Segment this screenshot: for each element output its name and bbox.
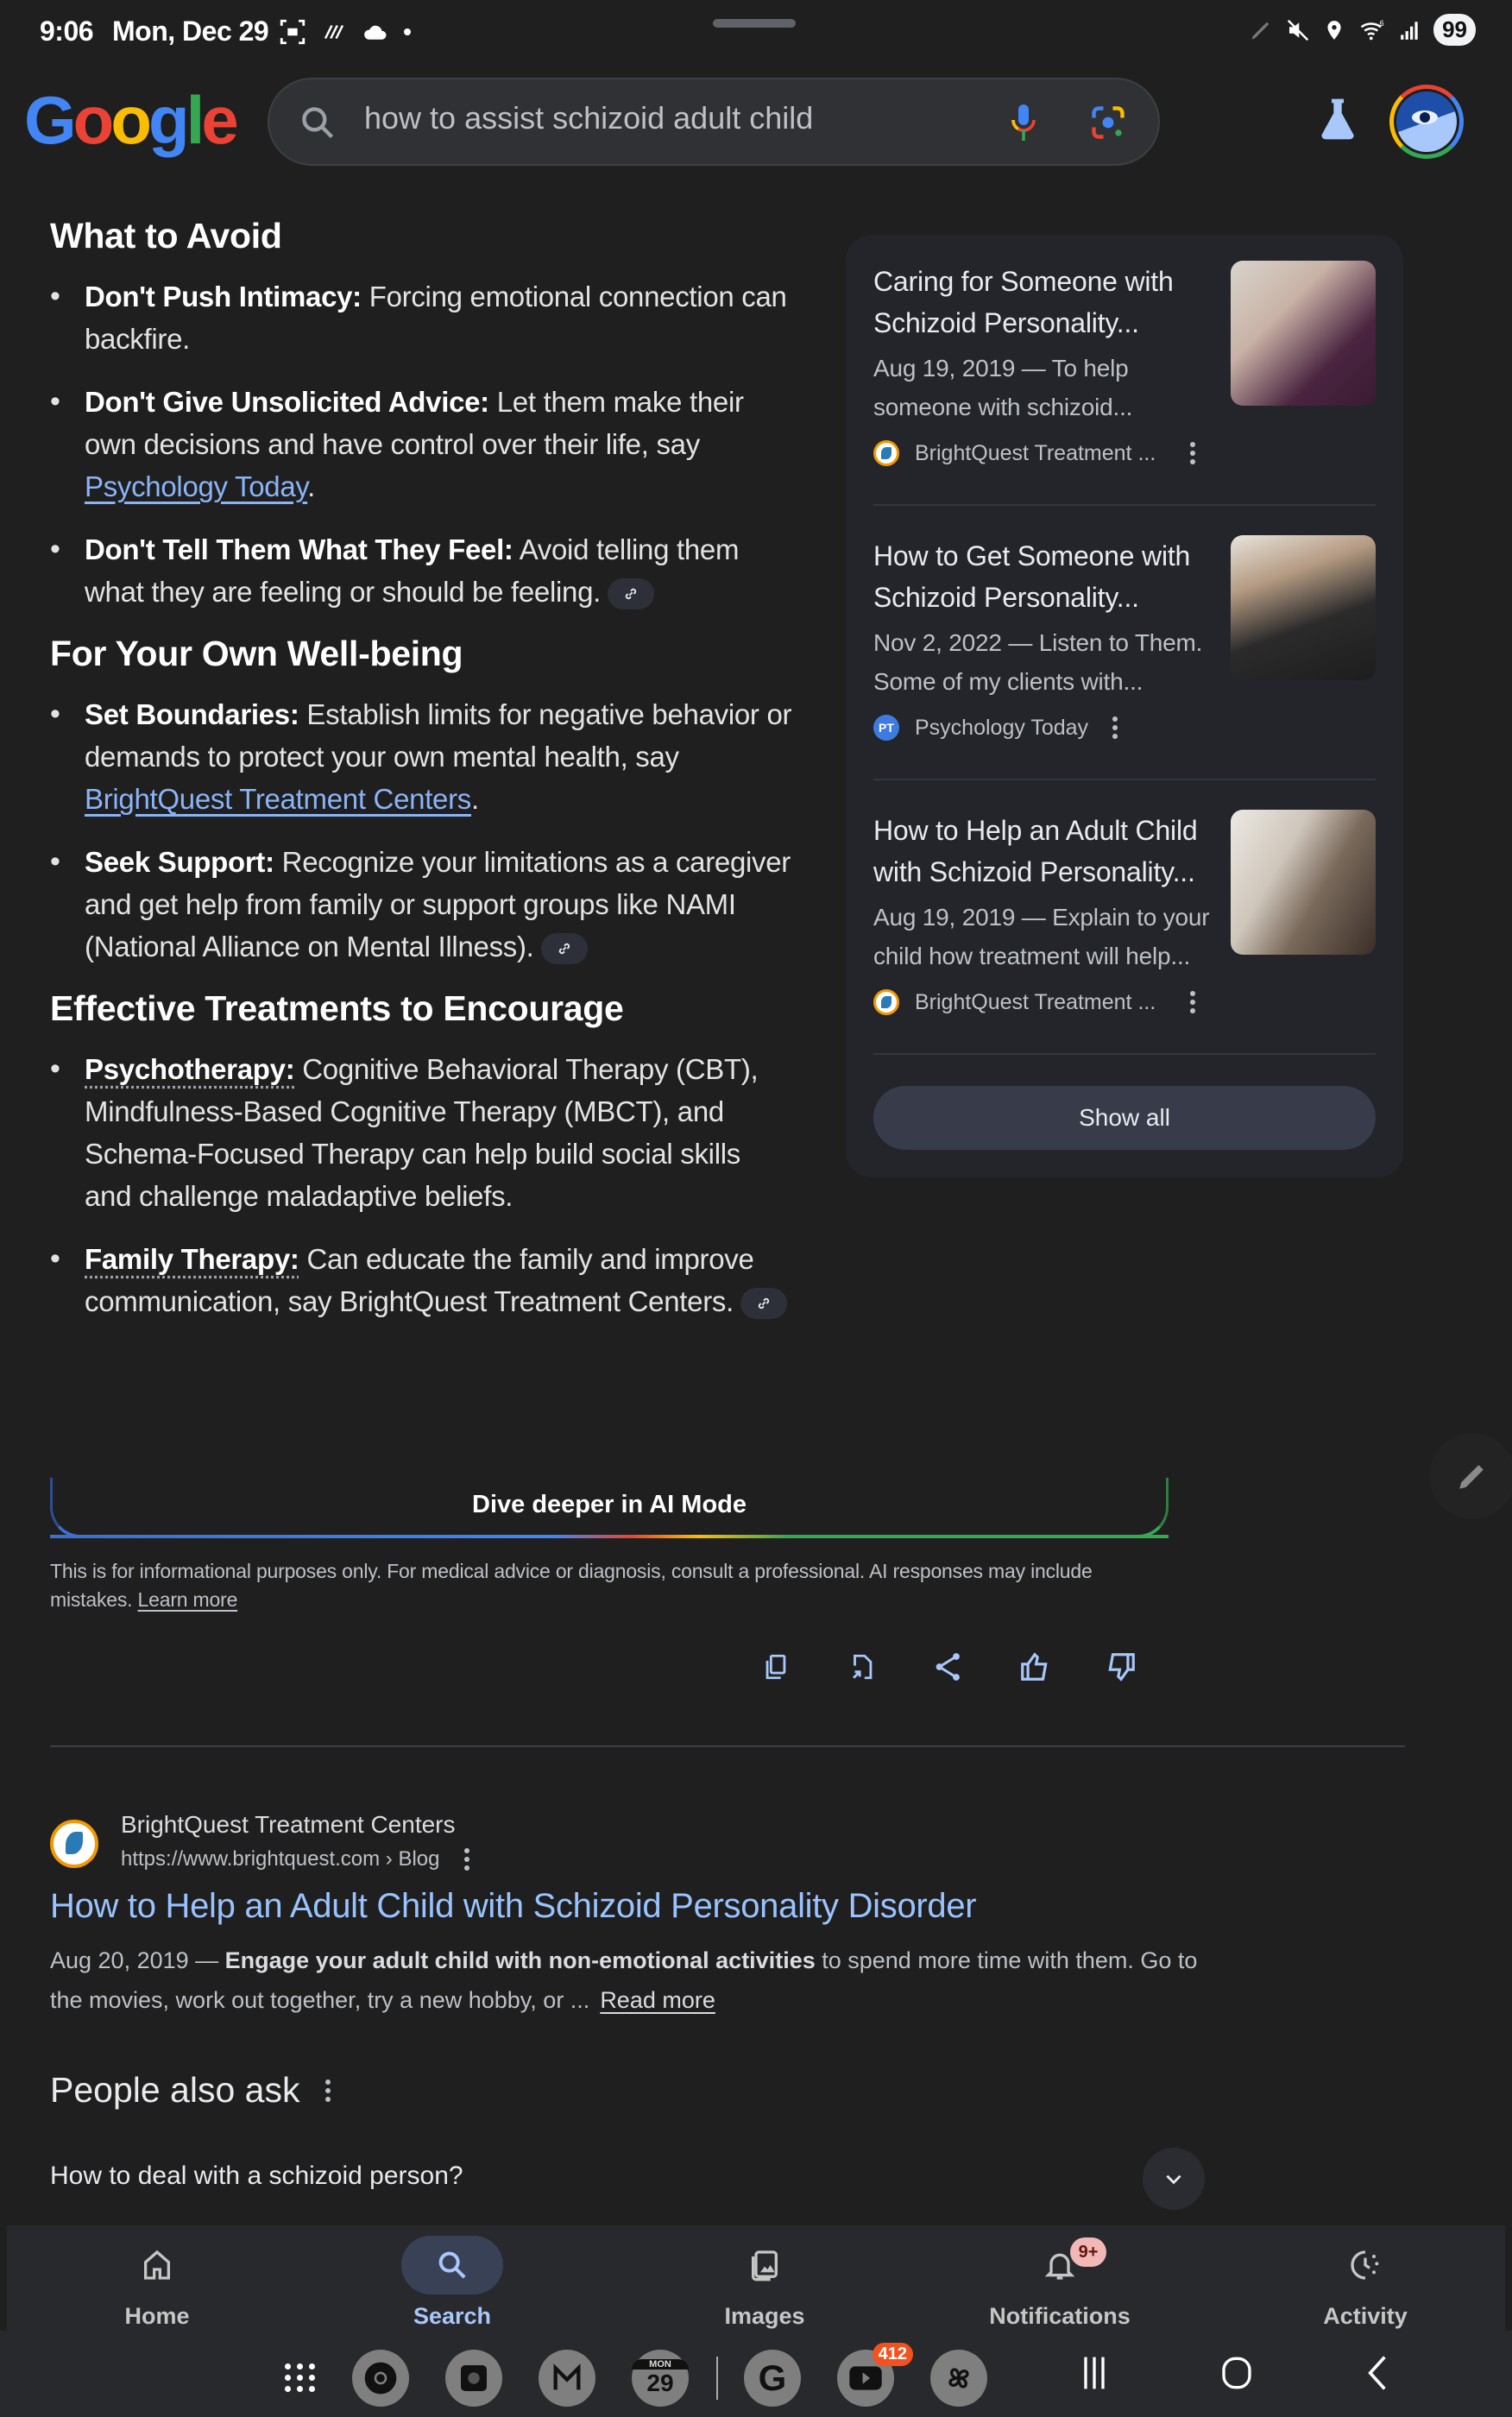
source-card[interactable] (873, 810, 1376, 1015)
divider (873, 779, 1376, 780)
paa-title-text: People also ask (50, 2070, 300, 2110)
item-label: Don't Give Unsolicited Advice: (85, 386, 489, 418)
share-icon[interactable] (930, 1649, 967, 1685)
nav-images[interactable] (670, 2225, 860, 2331)
result-url (121, 1847, 469, 1871)
source-link-chip[interactable] (608, 578, 654, 609)
list-item (50, 1048, 792, 1217)
bullet-list (50, 693, 792, 968)
edit-fab-button[interactable] (1429, 1433, 1512, 1519)
punctuation: . (471, 783, 479, 815)
wifi-icon (1358, 17, 1387, 43)
mic-icon[interactable] (1008, 102, 1039, 143)
nav-label: Notifications (989, 2303, 1131, 2329)
pinwheel-app-icon[interactable] (930, 2350, 987, 2407)
feedback-toolbar (758, 1649, 1139, 1685)
status-bar (0, 0, 1512, 62)
list-item (50, 275, 792, 360)
more-options-icon[interactable] (1112, 716, 1118, 739)
item-text: Establish limits for negative behavior or demands to protect your own mental health, say (85, 698, 792, 773)
term-definition-link[interactable]: Psychotherapy: (85, 1053, 295, 1085)
snippet-text: to spend more time with them. Go to the movies, work out together, try a new hobby, or ... (50, 1947, 1198, 2013)
source-title[interactable]: How to Help an Adult Child with Schizoid Personality... (873, 815, 1198, 887)
dock-separator (716, 2357, 718, 2400)
link-icon (622, 585, 639, 603)
bullet-list (50, 275, 792, 613)
result-site-name[interactable]: BrightQuest Treatment Centers (121, 1811, 456, 1838)
more-options-icon[interactable] (1190, 442, 1195, 464)
item-text: Let them make their own decisions and have control over their life, say (85, 386, 744, 460)
psychology-today-favicon: PT (873, 715, 899, 741)
source-card[interactable] (873, 535, 1376, 741)
logo-letter: o (72, 82, 111, 158)
section-heading: What to Avoid (50, 216, 282, 256)
item-text: Cognitive Behavioral Therapy (CBT), Mindfulness-Based Cognitive Therapy (MBCT), and Schema-Focused Therapy can help build social skills and challenge maladaptive beliefs. (85, 1053, 759, 1212)
more-options-icon[interactable] (1190, 991, 1195, 1013)
source-thumbnail (1231, 261, 1376, 406)
source-site: BrightQuest Treatment ... (915, 440, 1156, 465)
images-icon (747, 2248, 782, 2282)
logo-letter: G (24, 82, 73, 158)
result-date: Aug 20, 2019 — (50, 1947, 225, 1973)
result-title-link[interactable]: How to Help an Adult Child with Schizoid Personality Disorder (50, 1887, 977, 1925)
cloud-icon (361, 19, 390, 45)
disclaimer-text: This is for informational purposes only. For medical advice or diagnosis, consult a professional. AI responses may include mistakes. (50, 1560, 1093, 1611)
psychology-today-link[interactable]: Psychology Today (85, 470, 308, 502)
search-icon (299, 104, 337, 142)
more-options-icon[interactable] (464, 1848, 469, 1871)
gmail-app-icon[interactable] (539, 2350, 595, 2407)
item-label: Set Boundaries: (85, 698, 299, 730)
expand-question-button[interactable] (1143, 2148, 1205, 2210)
nav-notifications[interactable] (965, 2225, 1155, 2331)
item-label: Don't Push Intimacy: (85, 281, 362, 312)
search-input[interactable] (364, 100, 882, 136)
export-doc-icon[interactable] (844, 1649, 880, 1685)
source-site: BrightQuest Treatment ... (915, 989, 1156, 1014)
read-more-link[interactable]: Read more (600, 1987, 715, 2013)
dot-icon (404, 28, 411, 35)
divider (873, 1053, 1376, 1055)
brightquest-favicon (50, 1820, 98, 1868)
list-item (50, 381, 792, 508)
source-snippet: Nov 2, 2022 — Listen to Them. Some of my clients with... (873, 629, 1203, 695)
list-item (50, 528, 792, 613)
logo-letter: g (148, 82, 186, 158)
nav-label: Home (124, 2303, 190, 2329)
source-title[interactable]: Caring for Someone with Schizoid Personality... (873, 266, 1174, 338)
ai-overview (50, 216, 792, 1343)
source-title[interactable]: How to Get Someone with Schizoid Personality... (873, 540, 1191, 613)
sources-panel (846, 235, 1403, 1177)
search-icon (435, 2248, 469, 2282)
status-time: 9:06 (40, 16, 94, 47)
nav-search[interactable] (357, 2225, 547, 2331)
status-date: Mon, Dec 29 (112, 16, 269, 47)
result-snippet (50, 1941, 1224, 2020)
copy-icon[interactable] (758, 1649, 794, 1685)
ai-disclaimer (50, 1557, 1163, 1614)
nav-label: Activity (1323, 2303, 1408, 2329)
dive-deeper-ai-mode-button[interactable]: Dive deeper in AI Mode (50, 1474, 1169, 1538)
source-meta (873, 989, 1376, 1015)
section-heading: Effective Treatments to Encourage (50, 988, 624, 1028)
source-meta (873, 715, 1376, 741)
recent-apps-button[interactable] (1077, 2351, 1112, 2395)
notification-badge: 9+ (1070, 2237, 1106, 2267)
source-link-chip[interactable] (541, 933, 588, 964)
camera-app-icon[interactable] (445, 2350, 502, 2407)
app-drawer-icon[interactable] (285, 2363, 316, 2392)
item-label: Seek Support: (85, 846, 274, 878)
labs-flask-icon[interactable] (1314, 95, 1362, 143)
back-button[interactable] (1360, 2351, 1395, 2395)
screenshot-icon (278, 17, 307, 47)
calendar-app-icon[interactable] (632, 2350, 689, 2407)
nav-activity[interactable] (1270, 2225, 1460, 2331)
source-link-chip[interactable] (740, 1288, 787, 1319)
brightquest-favicon (873, 440, 899, 466)
brightquest-favicon (873, 989, 899, 1015)
paa-question[interactable]: How to deal with a schizoid person? (50, 2161, 463, 2190)
item-text: Forcing emotional connection can backfire. (85, 281, 787, 355)
source-card[interactable] (873, 261, 1376, 466)
nfc-icon (321, 19, 347, 45)
item-text: Can educate the family and improve communication, say BrightQuest Treatment Centers. (85, 1243, 754, 1317)
lens-icon[interactable] (1089, 104, 1127, 142)
drag-handle[interactable] (713, 19, 796, 28)
status-right-icons (1249, 14, 1476, 46)
people-also-ask-heading (50, 2070, 331, 2111)
brightquest-link[interactable]: BrightQuest Treatment Centers (85, 783, 471, 815)
bottom-navigation (7, 2225, 1505, 2331)
pen-icon (1249, 18, 1273, 42)
source-meta (873, 440, 1376, 466)
google-app-icon[interactable]: G (744, 2350, 801, 2407)
list-item (50, 1238, 792, 1322)
calendar-date: 29 (646, 2370, 674, 2396)
link-icon (556, 940, 573, 957)
list-item (50, 693, 792, 820)
snippet-highlight: Engage your adult child with non-emotional activities (224, 1947, 816, 1973)
nav-label: Images (724, 2303, 805, 2329)
chevron-down-icon (1162, 2168, 1185, 2190)
learn-more-link[interactable]: Learn more (137, 1588, 238, 1611)
bullet-list (50, 1048, 792, 1322)
calendar-day: MON (632, 2359, 689, 2370)
search-box[interactable] (268, 78, 1160, 166)
show-all-button[interactable]: Show all (873, 1086, 1376, 1150)
home-icon (140, 2248, 174, 2282)
source-site: Psychology Today (915, 715, 1089, 740)
avatar-image (1396, 92, 1457, 152)
battery-level: 99 (1433, 14, 1476, 46)
result-url-text[interactable]: https://www.brightquest.com › Blog (121, 1847, 440, 1871)
location-icon (1323, 17, 1345, 43)
section-heading: For Your Own Well-being (50, 634, 463, 673)
list-item (50, 841, 792, 968)
logo-letter: e (201, 82, 236, 158)
item-label: Don't Tell Them What They Feel: (85, 533, 513, 565)
google-logo[interactable] (24, 81, 236, 160)
source-snippet: Aug 19, 2019 — Explain to your child how treatment will help... (873, 904, 1210, 969)
signal-icon (1399, 18, 1421, 42)
link-icon (755, 1295, 772, 1312)
divider (873, 504, 1376, 506)
nav-home[interactable] (62, 2225, 252, 2331)
pencil-icon (1453, 1457, 1491, 1495)
item-text: Recognize your limitations as a caregiver and get help from family or support groups like NAMI (National Alliance on Mental Illness). (85, 846, 791, 962)
item-text: Avoid telling them what they are feeling or should be feeling. (85, 533, 740, 608)
more-options-icon[interactable] (325, 2079, 331, 2102)
status-left-icons (278, 17, 411, 47)
activity-icon (1348, 2248, 1383, 2282)
source-thumbnail (1231, 535, 1376, 680)
term-definition-link[interactable]: Family Therapy: (85, 1243, 299, 1275)
home-button[interactable] (1219, 2351, 1255, 2395)
thumbs-up-icon[interactable] (1017, 1649, 1053, 1685)
search-header (0, 73, 1512, 167)
nav-label: Search (413, 2303, 492, 2329)
section-divider (50, 1745, 1405, 1747)
thumbs-down-icon[interactable] (1103, 1649, 1139, 1685)
mute-icon (1285, 17, 1311, 43)
logo-letter: o (110, 82, 148, 158)
chrome-app-icon[interactable] (352, 2350, 409, 2407)
source-snippet: Aug 19, 2019 — To help someone with schizoid... (873, 355, 1133, 420)
youtube-app-icon[interactable] (837, 2344, 907, 2407)
svg-text:6: 6 (1379, 18, 1384, 28)
account-avatar[interactable] (1389, 85, 1464, 159)
youtube-badge: 412 (873, 2343, 913, 2366)
system-dock (0, 2331, 1512, 2417)
logo-letter: l (186, 82, 202, 158)
punctuation: . (307, 470, 316, 502)
source-thumbnail (1231, 810, 1376, 955)
